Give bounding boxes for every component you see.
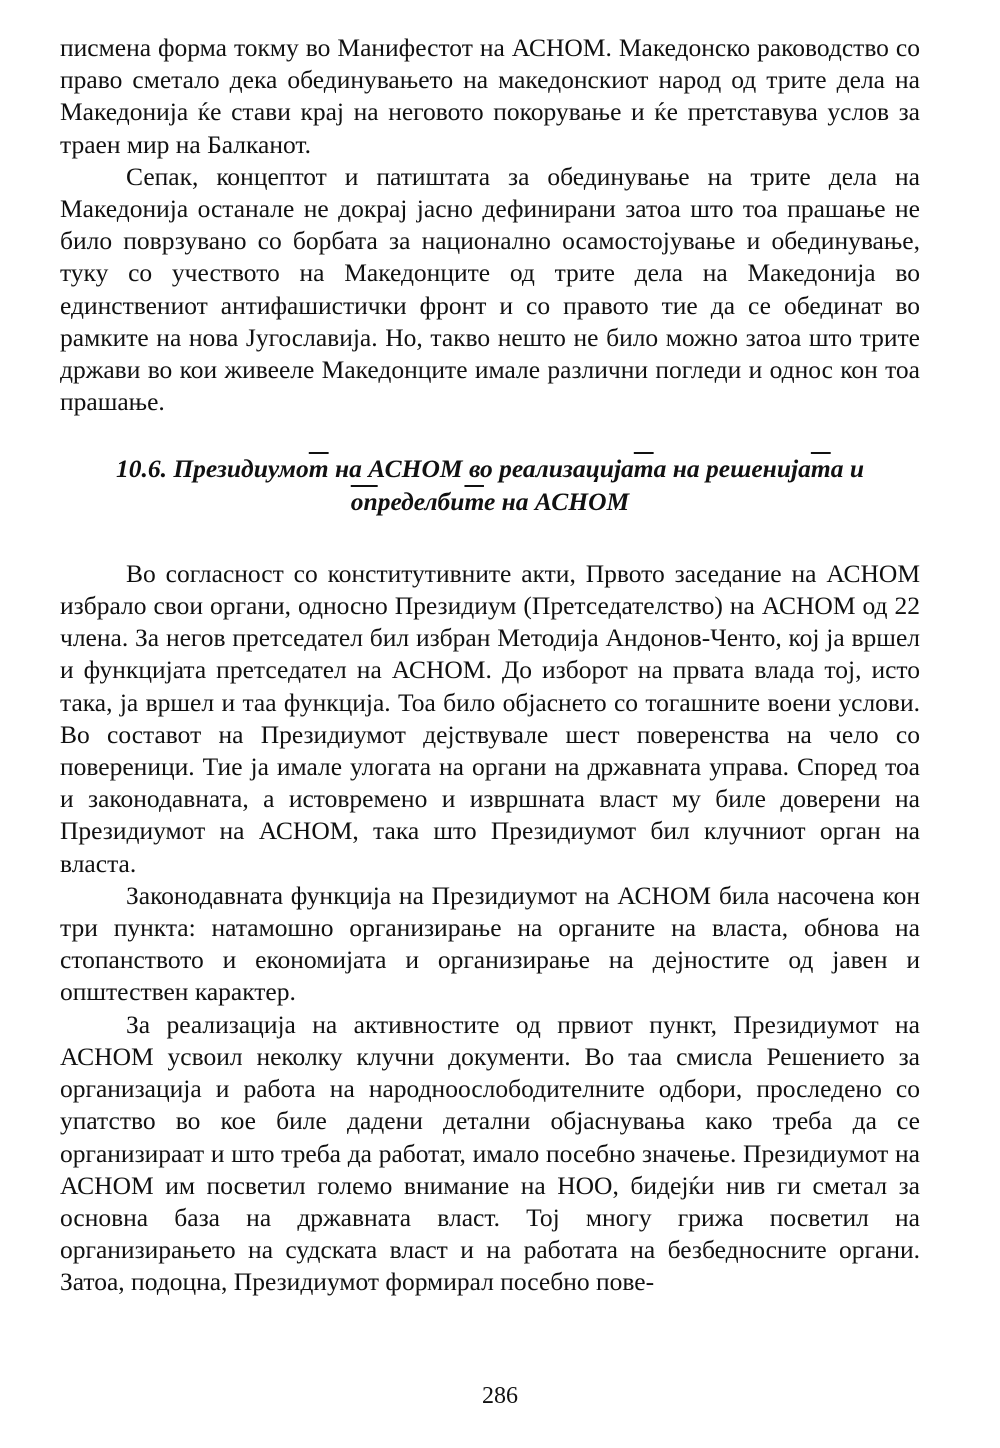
paragraph-1: писмена форма токму во Манифестот на АСНОМ. Македонско раководство со право сметало дека обединувањето на македонскиот народ од трите дела на Македонија ќе стави крај на неговото покорување и ќе претставува услов за траен мир на Балканот.	[60, 33, 920, 159]
document-page	[60, 32, 920, 1299]
section-heading-line-2: определбите на АСНОМ	[350, 486, 630, 516]
section-heading	[60, 453, 920, 517]
paragraph-2: Сепак, концептот и патиштата за обединување на трите дела на Македонија останале не докрај јасно дефинирани затоа што тоа прашање не било поврзувано со борбата за национално осамостојување и обединување, туку со учеството на Македонците од трите дела на Македонија во единствениот антифашистички фронт и со правото тие да се обединат во рамките на нова Југославија. Но, такво нешто не било можно затоа што трите држави во кои живееле Македонците имале различни погледи и однос кон тоа прашање.	[60, 161, 920, 417]
page-number: 286	[482, 1383, 518, 1409]
paragraph-5: За реализација на активностите од првиот пункт, Президиумот на АСНОМ усвоил неколку клучни документи. Во таа смисла Решението за организација и работа на народноослободителните одбори, проследено со упатство во кое биле дадени детални објаснувања како треба да се организираат и што треба да работат, имало посебно значење. Президиумот на АСНОМ им посветил големо внимание на НОО, бидејќи нив ги сметал за основна база на државната власт. Тој многу грижа посветил на организирањето на судската власт и на работата на безбедносните органи. Затоа, подоцна, Президиумот формирал посебно пове-	[60, 1009, 920, 1297]
section-heading-line-1: 10.6. Президиумот на АСНОМ во реализацијaта на решенијата и	[115, 454, 865, 484]
paragraph-3: Во согласност со конститутивните акти, Првото заседание на АСНОМ избрало свои органи, односно Президиум (Претседателство) на АСНОМ од 22 члена. За негов претседател бил избран Методија Андонов-Ченто, кој ја вршел и функцијата претседател на АСНОМ. До изборот на првата влада тој, исто така, ја вршел и таа функција. Тоа било објаснето со тогашните воени услови. Во составот на Президиумот дејствувале шест поверенства на чело со повереници. Тие ја имале улогата на органи на државната управа. Според тоа и законодавната, а истовремено и извршната власт му биле доверени на Президиумот на АСНОМ, така што Президиумот бил клучниот орган на власта.	[60, 558, 920, 878]
paragraph-4: Законодавната функција на Президиумот на АСНОМ била насочена кон три пункта: натамошно организирање на органите на власта, обнова на стопанството и економијата и организирање на дејностите од јавен и општествен карактер.	[60, 880, 920, 1007]
section-number: 10.6.	[115, 454, 167, 484]
